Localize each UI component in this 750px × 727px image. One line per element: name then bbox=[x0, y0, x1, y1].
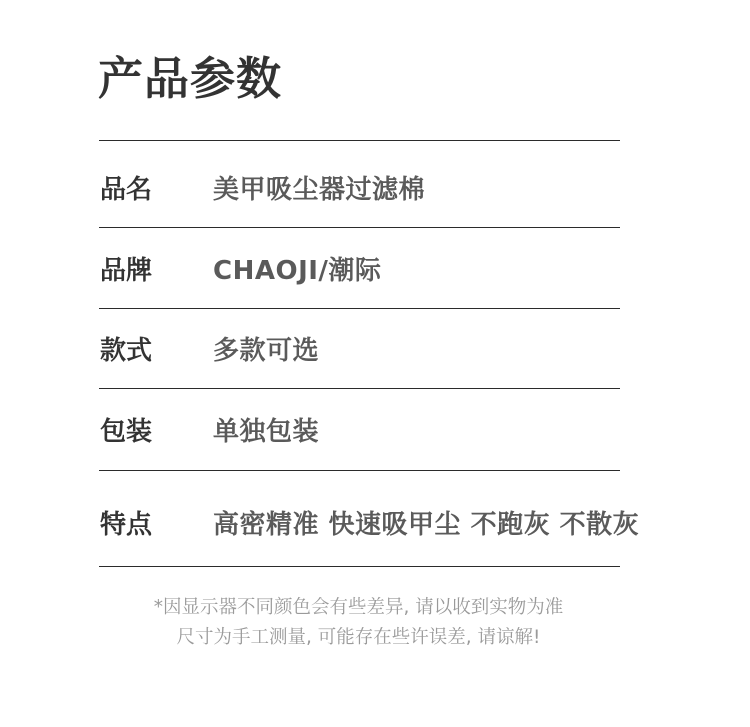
page-title: 产品参数 bbox=[98, 52, 283, 105]
divider bbox=[99, 308, 620, 309]
param-value-brand: CHAOJI/潮际 bbox=[213, 256, 382, 286]
param-value-features: 高密精准 快速吸甲尘 不跑灰 不散灰 bbox=[213, 510, 640, 540]
param-value-name: 美甲吸尘器过滤棉 bbox=[213, 175, 426, 205]
param-label-name: 品名 bbox=[100, 175, 153, 205]
divider bbox=[99, 470, 620, 471]
divider bbox=[99, 388, 620, 389]
divider bbox=[99, 140, 620, 141]
param-label-packaging: 包装 bbox=[100, 417, 153, 447]
param-value-style: 多款可选 bbox=[213, 336, 320, 366]
disclaimer-line-1: *因显示器不同颜色会有些差异, 请以收到实物为准 bbox=[153, 597, 564, 618]
param-label-style: 款式 bbox=[100, 336, 153, 366]
param-label-brand: 品牌 bbox=[100, 256, 153, 286]
param-value-packaging: 单独包装 bbox=[213, 417, 320, 447]
divider bbox=[99, 566, 620, 567]
disclaimer-line-2: 尺寸为手工测量, 可能存在些许误差, 请谅解! bbox=[176, 627, 541, 648]
param-label-features: 特点 bbox=[100, 510, 153, 540]
divider bbox=[99, 227, 620, 228]
